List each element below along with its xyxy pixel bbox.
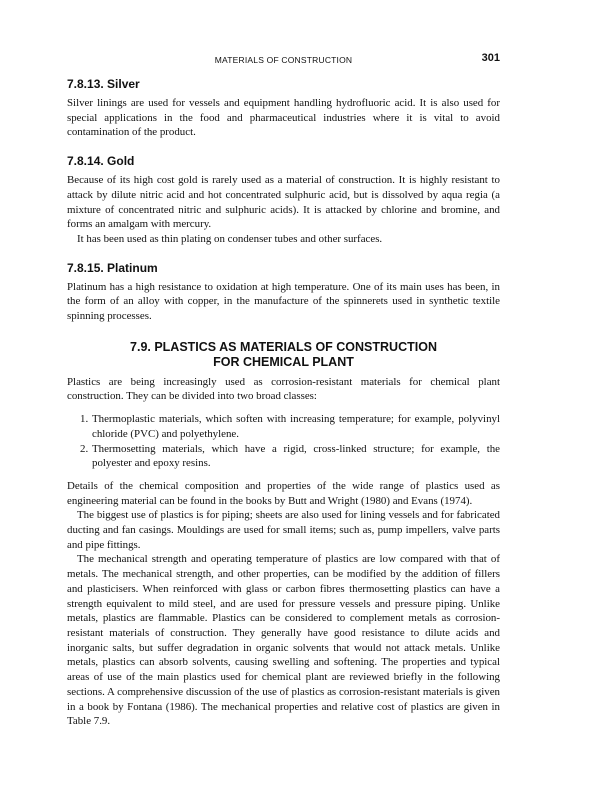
paragraph-silver: Silver linings are used for vessels and equipment handling hydrofluoric acid. It is also used for special applications in the food and pharmaceutical industries where it is vital to avoid contamination of the product.: [67, 97, 500, 139]
running-title: MATERIALS OF CONSTRUCTION: [214, 55, 353, 65]
running-header: [67, 52, 500, 68]
paragraph-plastics-intro: Plastics are being increasingly used as corrosion-resistant materials for chemical plant construction. They can be divided into two broad classes:: [67, 375, 500, 403]
list-item: [67, 442, 500, 471]
page-number: 301: [481, 52, 500, 64]
paragraph-gold-2: It has been used as thin plating on condenser tubes and other surfaces.: [77, 232, 383, 245]
paragraph-plastics-3: The mechanical strength and operating temperature of plastics are low compared with that of metals. The mechanical strength, and other properties, can be modified by the addition of fillers and plasticisers. When reinforced with glass or carbon fibres thermosetting plastics can have a strength equivalent to mild steel, and are used for pressure vessels and pressure piping. Unlike metals, plastics are flammable. Plastics can be considered to complement metals as corrosion-resistant materials of construction. They generally have good resistance to dilute acids and inorganic salts, but suffer degradation in organic solvents that would not attack metals. Unlike metals, plastics can absorb solvents, causing swelling and softening. The properties and typical areas of use of the main plastics used for chemical plant are reviewed briefly in the following sections. A comprehensive discussion of the use of plastics as corrosion-resistant materials is given in a book by Fontana (1986). The mechanical properties and relative cost of plastics are given in Table 7.9.: [67, 553, 500, 728]
paragraph-plastics-2: The biggest use of plastics is for piping; sheets are also used for lining vessels and for fabricated ducting and fan casings. Mouldings are used for small items; such as, pump impellers, valve parts and pipe fittings.: [67, 509, 500, 551]
paragraph-gold-1: Because of its high cost gold is rarely used as a material of construction. It is highly resistant to attack by dilute nitric acid and hot concentrated sulphuric acid, but is dissolved by aqua regia (a mixture of concentrated nitric and sulphuric acids). It is attacked by chlorine and bromine, and forms an amalgam with mercury.: [67, 174, 500, 231]
list-item-number: 1.: [80, 413, 89, 426]
heading-plastics-line-1: 7.9. PLASTICS AS MATERIALS OF CONSTRUCTION: [130, 339, 437, 354]
page: [67, 52, 500, 729]
list-item: [67, 412, 500, 441]
heading-silver: 7.8.13. Silver: [67, 77, 140, 91]
list-item-number: 2.: [80, 442, 89, 455]
heading-plastics-line-2: FOR CHEMICAL PLANT: [213, 355, 354, 370]
paragraph-platinum: Platinum has a high resistance to oxidation at high temperature. One of its main uses has been, in the form of an alloy with copper, in the manufacture of the spinnerets used in synthetic textile spinning processes.: [67, 280, 500, 323]
paragraph-plastics-1: Details of the chemical composition and properties of the wide range of plastics used as engineering material can be found in the books by Butt and Wright (1980) and Evans (1974).: [67, 479, 500, 507]
list-item-text: Thermosetting materials, which have a rigid, cross-linked structure; for example, the polyester and epoxy resins.: [92, 442, 500, 470]
heading-gold: 7.8.14. Gold: [67, 154, 135, 169]
section-heading-plastics: [67, 340, 500, 371]
list-item-text: Thermoplastic materials, which soften with increasing temperature; for example, polyvinyl chloride (PVC) and polyethylene.: [92, 413, 500, 440]
plastics-class-list: [67, 412, 500, 471]
heading-platinum: 7.8.15. Platinum: [67, 260, 158, 275]
